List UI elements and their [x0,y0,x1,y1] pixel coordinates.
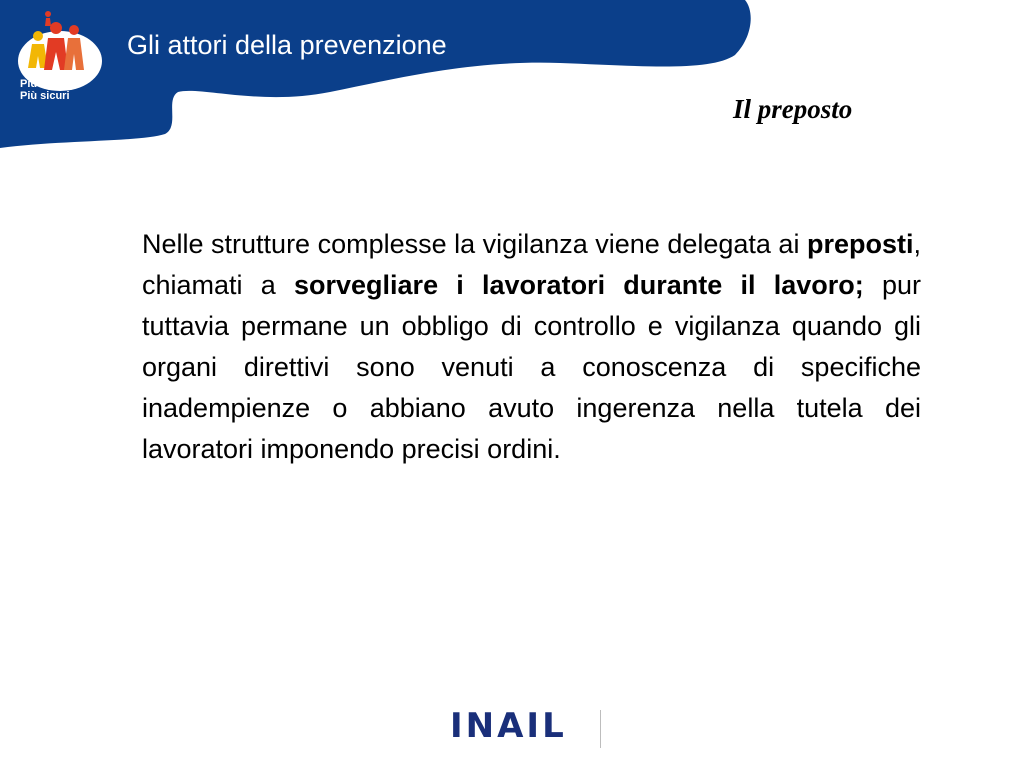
header-title: Gli attori della prevenzione [127,30,447,60]
inail-logo: INAIL [450,706,567,746]
slide-subtitle: Il preposto [733,94,853,124]
logo-text-line1: Più formati [20,78,78,90]
body-paragraph [142,224,921,470]
paragraph-part: , chiamati a [142,229,921,300]
paragraph-part: Nelle strutture complesse la vigilanza viene delegata ai [142,229,807,259]
header-banner [0,0,1024,160]
paragraph-part: pur tuttavia permane un obbligo di controllo e vigilanza quando gli organi direttivi sono venuti a conoscenza di specifiche inadempienze o abbiano avuto ingerenza nella tutela dei lavoratori imponendo precisi ordini. [142,270,921,464]
logo-text [20,78,77,102]
footer-divider [600,710,601,748]
paragraph-bold-phrase: sorvegliare i lavoratori durante il lavoro; [294,270,864,300]
paragraph-bold-term: preposti [806,229,914,259]
logo-text-line2: Più sicuri [20,90,70,102]
